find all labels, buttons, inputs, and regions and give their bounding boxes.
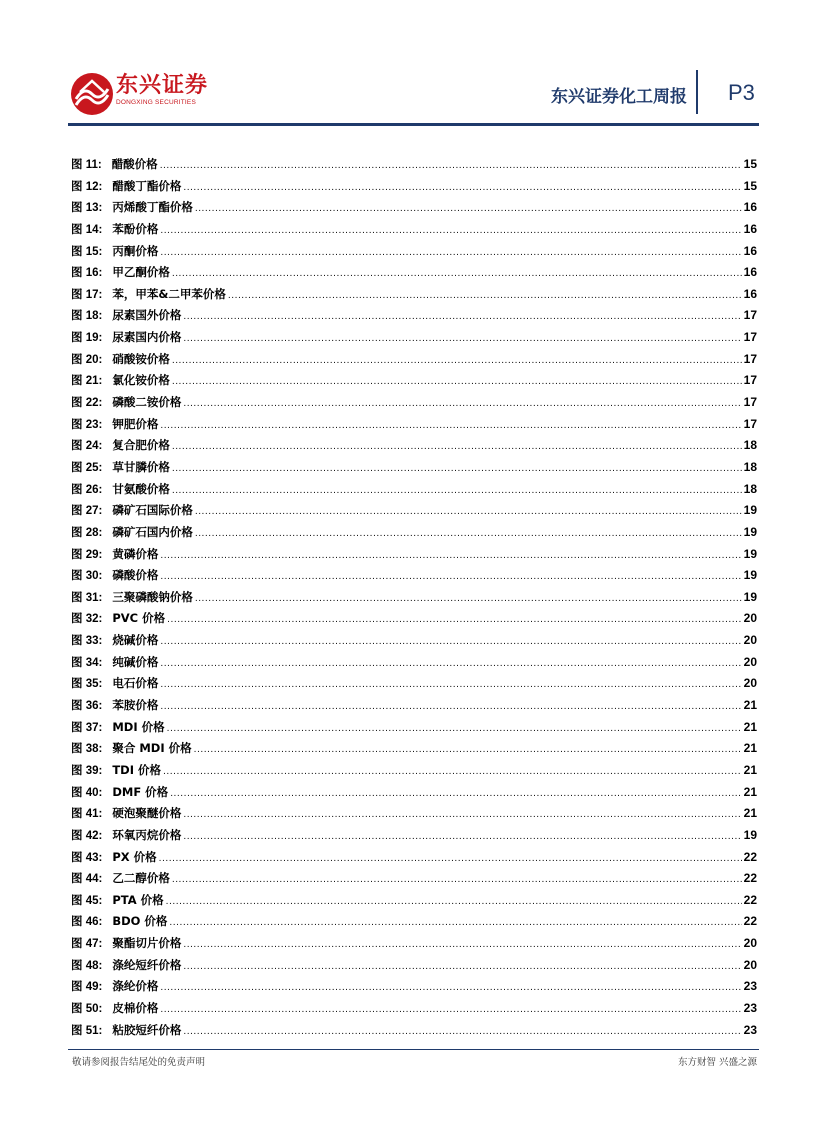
toc-entry[interactable] <box>71 1020 757 1042</box>
toc-figure-number: 图 42: <box>71 829 103 842</box>
toc-entry-label <box>71 154 158 176</box>
toc-entry[interactable] <box>71 176 757 198</box>
toc-figure-number: 图 16: <box>71 267 103 280</box>
toc-figure-number: 图 25: <box>71 461 103 474</box>
toc-figure-title: 聚合 MDI 价格 <box>112 741 192 756</box>
toc-page-number: 17 <box>743 395 757 410</box>
toc-entry[interactable] <box>71 673 757 695</box>
toc-figure-number: 图 49: <box>71 981 103 994</box>
footer-rule <box>68 1049 759 1050</box>
toc-leader-dots <box>160 632 741 653</box>
toc-figure-number: 图 46: <box>71 916 103 929</box>
toc-page-number: 17 <box>743 416 757 431</box>
toc-entry-label <box>71 457 170 479</box>
toc-entry-label <box>71 327 181 349</box>
toc-page-number: 21 <box>743 741 757 756</box>
toc-leader-dots <box>160 675 741 696</box>
toc-figure-number: 图 34: <box>71 656 103 669</box>
toc-figure-number: 图 48: <box>71 959 103 972</box>
toc-leader-dots <box>172 870 742 891</box>
toc-figure-title: 烧碱价格 <box>112 633 159 648</box>
toc-figure-title: BDO 价格 <box>112 914 168 929</box>
toc-figure-number: 图 24: <box>71 440 103 453</box>
toc-figure-title: 丙烯酸丁酯价格 <box>112 200 193 215</box>
toc-leader-dots <box>172 264 742 285</box>
toc-figure-number: 图 27: <box>71 505 103 518</box>
toc-page-number: 20 <box>743 633 757 648</box>
toc-leader-dots <box>170 784 741 805</box>
toc-figure-number: 图 14: <box>71 223 103 236</box>
toc-page-number: 21 <box>743 762 757 777</box>
toc-entry-label <box>71 479 170 501</box>
toc-page-number: 16 <box>743 200 757 215</box>
toc-entry-label <box>71 760 161 782</box>
toc-page-number: 17 <box>743 308 757 323</box>
toc-leader-dots <box>160 416 741 437</box>
toc-figure-title: 尿素国外价格 <box>112 308 182 323</box>
dongxing-logo-icon <box>70 72 114 116</box>
toc-entry[interactable] <box>71 500 757 522</box>
toc-figure-title: 涤纶短纤价格 <box>112 957 182 972</box>
toc-figure-number: 图 43: <box>71 851 103 864</box>
toc-page-number: 17 <box>743 351 757 366</box>
toc-figure-number: 图 33: <box>71 635 103 648</box>
toc-figure-number: 图 12: <box>71 180 103 193</box>
toc-leader-dots <box>183 178 741 199</box>
toc-leader-dots <box>160 654 741 675</box>
toc-figure-title: 甲乙酮价格 <box>112 265 170 280</box>
toc-leader-dots <box>195 589 742 610</box>
toc-entry-label <box>71 176 181 198</box>
toc-page-number: 18 <box>743 481 757 496</box>
toc-entry[interactable] <box>71 479 757 501</box>
toc-page-number: 20 <box>743 936 757 951</box>
toc-figure-title: 复合肥价格 <box>112 438 170 453</box>
toc-leader-dots <box>228 286 742 307</box>
brand-name-cn: 东兴证券 <box>116 73 209 98</box>
toc-leader-dots <box>183 1022 741 1043</box>
toc-leader-dots <box>160 697 741 718</box>
toc-leader-dots <box>160 978 741 999</box>
toc-figure-number: 图 45: <box>71 894 103 907</box>
toc-entry-label <box>71 305 181 327</box>
toc-leader-dots <box>172 351 742 372</box>
toc-entry-label <box>71 803 181 825</box>
toc-entry[interactable] <box>71 327 757 349</box>
toc-page-number: 20 <box>743 611 757 626</box>
toc-figure-number: 图 40: <box>71 786 103 799</box>
toc-entry-label <box>71 955 181 977</box>
toc-page-number: 20 <box>743 654 757 669</box>
toc-entry-label <box>71 284 226 306</box>
toc-figure-title: 磷矿石国内价格 <box>112 524 193 539</box>
toc-page-number: 22 <box>743 849 757 864</box>
toc-entry[interactable] <box>71 349 757 371</box>
toc-entry[interactable] <box>71 435 757 457</box>
toc-figure-title: 磷矿石国际价格 <box>112 503 193 518</box>
toc-entry-label <box>71 976 158 998</box>
toc-entry[interactable] <box>71 890 757 912</box>
toc-leader-dots <box>160 567 741 588</box>
toc-entry[interactable] <box>71 262 757 284</box>
toc-page-number: 19 <box>743 827 757 842</box>
toc-entry[interactable] <box>71 998 757 1020</box>
toc-entry-label <box>71 262 170 284</box>
toc-leader-dots <box>167 610 742 631</box>
toc-figure-title: 环氧丙烷价格 <box>112 827 182 842</box>
toc-entry-label <box>71 652 158 674</box>
brand-block <box>116 74 208 106</box>
toc-leader-dots <box>167 719 742 740</box>
toc-entry[interactable] <box>71 825 757 847</box>
toc-entry[interactable] <box>71 782 757 804</box>
toc-entry-label <box>71 392 181 414</box>
toc-entry[interactable] <box>71 955 757 977</box>
toc-entry[interactable] <box>71 933 757 955</box>
toc-leader-dots <box>195 502 742 523</box>
toc-figure-title: 硬泡聚醚价格 <box>112 806 182 821</box>
toc-figure-title: 三聚磷酸钠价格 <box>112 589 193 604</box>
toc-figure-number: 图 26: <box>71 483 103 496</box>
toc-entry[interactable] <box>71 241 757 263</box>
toc-figure-title: 磷酸二铵价格 <box>112 395 182 410</box>
header-rule <box>68 123 759 126</box>
toc-leader-dots <box>195 199 742 220</box>
toc-page-number: 21 <box>743 806 757 821</box>
toc-figure-title: 丙酮价格 <box>112 243 159 258</box>
toc-page-number: 20 <box>743 676 757 691</box>
toc-page-number: 21 <box>743 784 757 799</box>
toc-figure-number: 图 29: <box>71 548 103 561</box>
toc-entry-label <box>71 911 167 933</box>
toc-entry-label <box>71 544 158 566</box>
toc-entry[interactable] <box>71 608 757 630</box>
toc-leader-dots <box>160 243 741 264</box>
toc-page-number: 15 <box>743 157 757 171</box>
toc-entry[interactable] <box>71 392 757 414</box>
toc-entry-label <box>71 241 158 263</box>
toc-figure-title: PX 价格 <box>112 849 157 864</box>
toc-page-number: 18 <box>743 438 757 453</box>
toc-entry-label <box>71 868 170 890</box>
toc-entry-label <box>71 414 158 436</box>
toc-page-number: 18 <box>743 459 757 474</box>
toc-figure-number: 图 13: <box>71 202 103 215</box>
toc-figure-title: 乙二醇价格 <box>112 871 170 886</box>
toc-figure-number: 图 21: <box>71 375 103 388</box>
toc-figure-number: 图 23: <box>71 418 103 431</box>
toc-figure-number: 图 20: <box>71 353 103 366</box>
toc-leader-dots <box>183 394 741 415</box>
toc-entry[interactable] <box>71 414 757 436</box>
toc-entry[interactable] <box>71 219 757 241</box>
toc-entry-label <box>71 197 193 219</box>
toc-entry-label <box>71 847 157 869</box>
toc-leader-dots <box>160 1000 741 1021</box>
toc-leader-dots <box>159 849 742 870</box>
toc-entry-label <box>71 565 158 587</box>
toc-entry[interactable] <box>71 370 757 392</box>
toc-figure-number: 图 39: <box>71 764 103 777</box>
toc-leader-dots <box>166 892 742 913</box>
toc-page-number: 23 <box>743 979 757 994</box>
toc-page-number: 17 <box>743 330 757 345</box>
toc-entry-label <box>71 370 170 392</box>
toc-entry-label <box>71 500 193 522</box>
toc-page-number: 16 <box>743 286 757 301</box>
toc-leader-dots <box>172 437 742 458</box>
toc-figure-number: 图 22: <box>71 397 103 410</box>
toc-figure-number: 图 44: <box>71 873 103 886</box>
toc-leader-dots <box>160 156 742 177</box>
toc-page-number: 16 <box>743 265 757 280</box>
toc-entry[interactable] <box>71 630 757 652</box>
toc-figure-title: DMF 价格 <box>112 784 169 799</box>
toc-entry[interactable] <box>71 847 757 869</box>
toc-entry-label <box>71 998 158 1020</box>
toc-figure-title: 醋酸价格 <box>111 157 158 171</box>
toc-entry-label <box>71 435 170 457</box>
toc-figure-title: 聚酯切片价格 <box>112 936 182 951</box>
report-title: 东兴证券化工周报 <box>551 87 687 107</box>
toc-entry[interactable] <box>71 587 757 609</box>
toc-figure-title: 草甘膦价格 <box>112 459 170 474</box>
toc-entry-label <box>71 349 170 371</box>
header-divider <box>696 70 698 114</box>
toc-figure-title: MDI 价格 <box>112 719 165 734</box>
toc-figure-number: 图 41: <box>71 808 103 821</box>
toc-page-number: 19 <box>743 503 757 518</box>
toc-figure-number: 图 38: <box>71 743 103 756</box>
footer-slogan: 东方财智 兴盛之源 <box>677 1057 757 1068</box>
toc-page-number: 19 <box>743 546 757 561</box>
toc-figure-title: TDI 价格 <box>112 762 162 777</box>
toc-page-number: 17 <box>743 373 757 388</box>
toc-page-number: 22 <box>743 871 757 886</box>
toc-entry-label <box>71 825 181 847</box>
toc-figure-title: 醋酸丁酯价格 <box>112 178 182 193</box>
toc-leader-dots <box>194 740 742 761</box>
toc-figure-number: 图 36: <box>71 700 103 713</box>
toc-page-number: 23 <box>743 1000 757 1015</box>
toc-figure-number: 图 37: <box>71 721 103 734</box>
toc-leader-dots <box>183 827 741 848</box>
brand-name-en: DONGXING SECURITIES <box>116 99 197 106</box>
toc-leader-dots <box>160 546 741 567</box>
toc-figure-title: 苯胺价格 <box>112 698 159 713</box>
toc-leader-dots <box>160 221 741 242</box>
toc-page-number: 21 <box>743 719 757 734</box>
toc-figure-title: 钾肥价格 <box>112 416 159 431</box>
toc-entry[interactable] <box>71 717 757 739</box>
toc-figure-title: 氯化铵价格 <box>112 373 170 388</box>
toc-entry[interactable] <box>71 522 757 544</box>
toc-page-number: 19 <box>743 568 757 583</box>
toc-page-number: 23 <box>743 1022 757 1037</box>
toc-entry[interactable] <box>71 976 757 998</box>
toc-entry-label <box>71 673 158 695</box>
toc-figure-number: 图 51: <box>71 1024 103 1037</box>
toc-figure-title: 粘胶短纤价格 <box>112 1022 182 1037</box>
page-number: P3 <box>728 80 755 105</box>
toc-figure-title: 黄磷价格 <box>112 546 159 561</box>
toc-entry-label <box>71 695 158 717</box>
toc-leader-dots <box>183 935 741 956</box>
toc-figure-number: 图 18: <box>71 310 103 323</box>
toc-figure-title: 尿素国内价格 <box>112 330 182 345</box>
toc-entry-label <box>71 630 158 652</box>
toc-entry[interactable] <box>71 695 757 717</box>
toc-figure-number: 图 17: <box>71 288 103 301</box>
toc-figure-number: 图 31: <box>71 591 103 604</box>
toc-figure-title: PVC 价格 <box>112 611 166 626</box>
toc-entry[interactable] <box>71 154 757 176</box>
toc-entry[interactable] <box>71 803 757 825</box>
toc-page-number: 19 <box>743 589 757 604</box>
toc-leader-dots <box>169 913 741 934</box>
toc-figure-number: 图 50: <box>71 1002 103 1015</box>
toc-figure-number: 图 11: <box>71 159 102 171</box>
toc-leader-dots <box>172 459 742 480</box>
toc-figure-number: 图 30: <box>71 570 103 583</box>
toc-entry-label <box>71 782 168 804</box>
toc-entry[interactable] <box>71 544 757 566</box>
toc-figure-title: 硝酸铵价格 <box>112 351 170 366</box>
toc-figure-title: PTA 价格 <box>112 892 164 907</box>
toc-figure-number: 图 35: <box>71 678 103 691</box>
toc-page-number: 21 <box>743 698 757 713</box>
toc-figure-number: 图 28: <box>71 526 103 539</box>
toc-page-number: 16 <box>743 221 757 236</box>
toc-entry[interactable] <box>71 284 757 306</box>
page-header <box>0 0 827 130</box>
toc-figure-number: 图 15: <box>71 245 103 258</box>
toc-figure-title: 涤纶价格 <box>112 979 159 994</box>
toc-page-number: 22 <box>743 914 757 929</box>
toc-figure-title: 苯，甲苯&二甲苯价格 <box>112 286 226 301</box>
toc-page-number: 19 <box>743 524 757 539</box>
toc-entry[interactable] <box>71 868 757 890</box>
figure-index-list <box>71 154 757 1041</box>
toc-figure-title: 苯酚价格 <box>112 221 159 236</box>
toc-figure-number: 图 32: <box>71 613 103 626</box>
toc-page-number: 22 <box>743 892 757 907</box>
toc-entry[interactable] <box>71 760 757 782</box>
toc-leader-dots <box>183 805 741 826</box>
toc-figure-title: 纯碱价格 <box>112 654 159 669</box>
toc-leader-dots <box>183 307 741 328</box>
toc-entry[interactable] <box>71 457 757 479</box>
toc-leader-dots <box>172 481 742 502</box>
toc-entry[interactable] <box>71 305 757 327</box>
toc-entry-label <box>71 890 164 912</box>
toc-entry-label <box>71 738 192 760</box>
toc-leader-dots <box>172 372 742 393</box>
toc-entry-label <box>71 717 165 739</box>
toc-entry[interactable] <box>71 565 757 587</box>
toc-entry[interactable] <box>71 911 757 933</box>
toc-leader-dots <box>183 329 741 350</box>
toc-figure-number: 图 47: <box>71 938 103 951</box>
toc-leader-dots <box>195 524 742 545</box>
toc-entry-label <box>71 608 165 630</box>
toc-figure-number: 图 19: <box>71 332 103 345</box>
toc-entry-label <box>71 219 158 241</box>
footer-disclaimer: 敬请参阅报告结尾处的免责声明 <box>72 1057 206 1068</box>
toc-figure-title: 电石价格 <box>112 676 159 691</box>
toc-entry-label <box>71 522 193 544</box>
toc-leader-dots <box>183 957 741 978</box>
toc-entry-label <box>71 933 181 955</box>
toc-entry[interactable] <box>71 738 757 760</box>
toc-figure-title: 磷酸价格 <box>112 568 159 583</box>
toc-figure-title: 皮棉价格 <box>112 1000 159 1015</box>
toc-leader-dots <box>163 762 742 783</box>
toc-entry[interactable] <box>71 197 757 219</box>
toc-page-number: 20 <box>743 957 757 972</box>
toc-figure-title: 甘氨酸价格 <box>112 481 170 496</box>
toc-page-number: 16 <box>743 243 757 258</box>
toc-entry[interactable] <box>71 652 757 674</box>
toc-entry-label <box>71 587 193 609</box>
toc-page-number: 15 <box>743 178 757 193</box>
toc-entry-label <box>71 1020 181 1042</box>
